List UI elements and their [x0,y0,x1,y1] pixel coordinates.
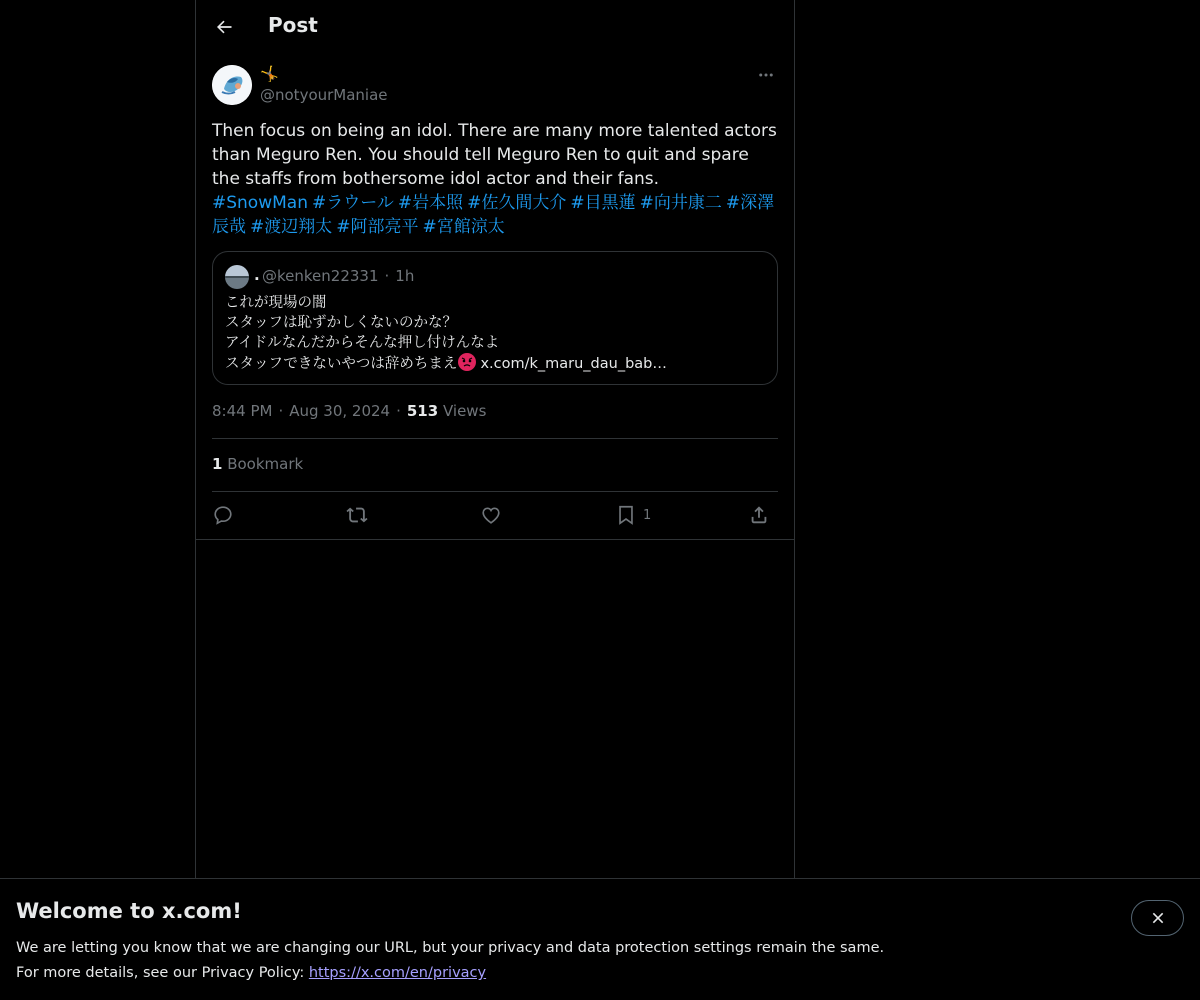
more-icon [757,66,775,84]
hashtag-link[interactable]: #阿部亮平 [336,217,419,237]
post-header [196,0,794,54]
repost-button[interactable] [345,500,369,530]
post-date[interactable]: Aug 30, 2024 [289,402,391,420]
hashtag-link[interactable]: #ラウール [311,193,394,213]
quote-line: スタッフは恥ずかしくないのかな？ [225,315,457,331]
share-icon [748,504,770,526]
quote-time: 1h [395,267,415,285]
bookmark-label: Bookmark [227,455,304,473]
hashtag-link[interactable]: #宮館涼太 [422,217,505,237]
views-count: 513 [406,402,439,420]
reply-button[interactable] [212,500,234,530]
quote-author-handle[interactable]: @kenken22331 [262,267,379,285]
post-timestamp [212,402,486,420]
hashtag-list [212,191,778,239]
heart-icon [480,504,502,526]
quote-avatar[interactable] [225,265,249,289]
separator-dot: · [384,267,390,285]
bookmark-icon [615,504,637,526]
banner-text [16,936,884,986]
author-handle[interactable]: @notyourManiae [260,86,388,104]
quote-line-last [225,353,667,374]
banner-line: For more details, see our Privacy Policy: [16,965,309,981]
arrow-left-icon [214,17,234,37]
post-author [212,64,778,108]
hashtag-link[interactable]: #渡辺翔太 [250,217,333,237]
more-options-button[interactable] [754,64,778,86]
action-bar [212,500,778,530]
bookmark-count: 1 [212,455,223,473]
views-label: Views [442,402,487,420]
avatar[interactable] [212,65,252,105]
hashtag-link[interactable]: #深澤辰哉 [212,193,775,237]
quoted-post[interactable] [212,251,778,385]
quote-line: これが現場の闇 [225,295,327,311]
hashtag-link[interactable]: #岩本照 [397,193,464,213]
divider [212,438,778,439]
quote-author-name[interactable]: . [254,266,260,284]
main-column [195,0,795,878]
like-button[interactable] [480,500,502,530]
separator-dot: · [396,402,401,420]
welcome-banner [0,878,1200,1000]
quote-link[interactable]: x.com/k_maru_dau_bab… [480,356,667,372]
post-text: Then focus on being an idol. There are many more talented actors than Meguro Ren. You should tell Meguro Ren to quit and spare the staffs from bothersome idol actor and their fans. [212,121,777,189]
page-title: Post [268,13,318,37]
divider [212,491,778,492]
divider [196,539,794,540]
banner-title: Welcome to x.com! [16,899,242,923]
close-icon [1150,910,1166,926]
bookmark-action-count: 1 [643,507,652,523]
banner-line: We are letting you know that we are changing our URL, but your privacy and data protection settings remain the same. [16,940,885,956]
hashtag-link[interactable]: #目黒蓮 [570,193,636,213]
reply-icon [212,504,234,526]
banner-line-2 [16,961,884,986]
separator-dot: · [278,402,284,420]
hashtag-link[interactable]: #向井康二 [639,193,722,213]
post-time[interactable]: 8:44 PM [212,402,273,420]
privacy-link[interactable]: https://x.com/en/privacy [308,965,487,981]
close-banner-button[interactable] [1131,900,1184,936]
share-button[interactable] [748,500,770,530]
hashtag-link[interactable]: #SnowMan [212,193,308,213]
bookmarks-stat[interactable] [212,455,303,473]
quote-meta [262,267,414,285]
author-name[interactable]: 🤸 [260,65,279,83]
bookmark-button[interactable] [615,500,651,530]
quote-text [225,293,667,374]
repost-icon [345,504,369,526]
quote-line: アイドルなんだからそんな押し付けんなよ [225,335,500,351]
hashtag-link[interactable]: #佐久間大介 [467,193,567,213]
back-button[interactable] [206,9,242,45]
angry-face-icon [458,353,476,371]
quote-line: スタッフできないやつは辞めちまえ [225,356,458,372]
